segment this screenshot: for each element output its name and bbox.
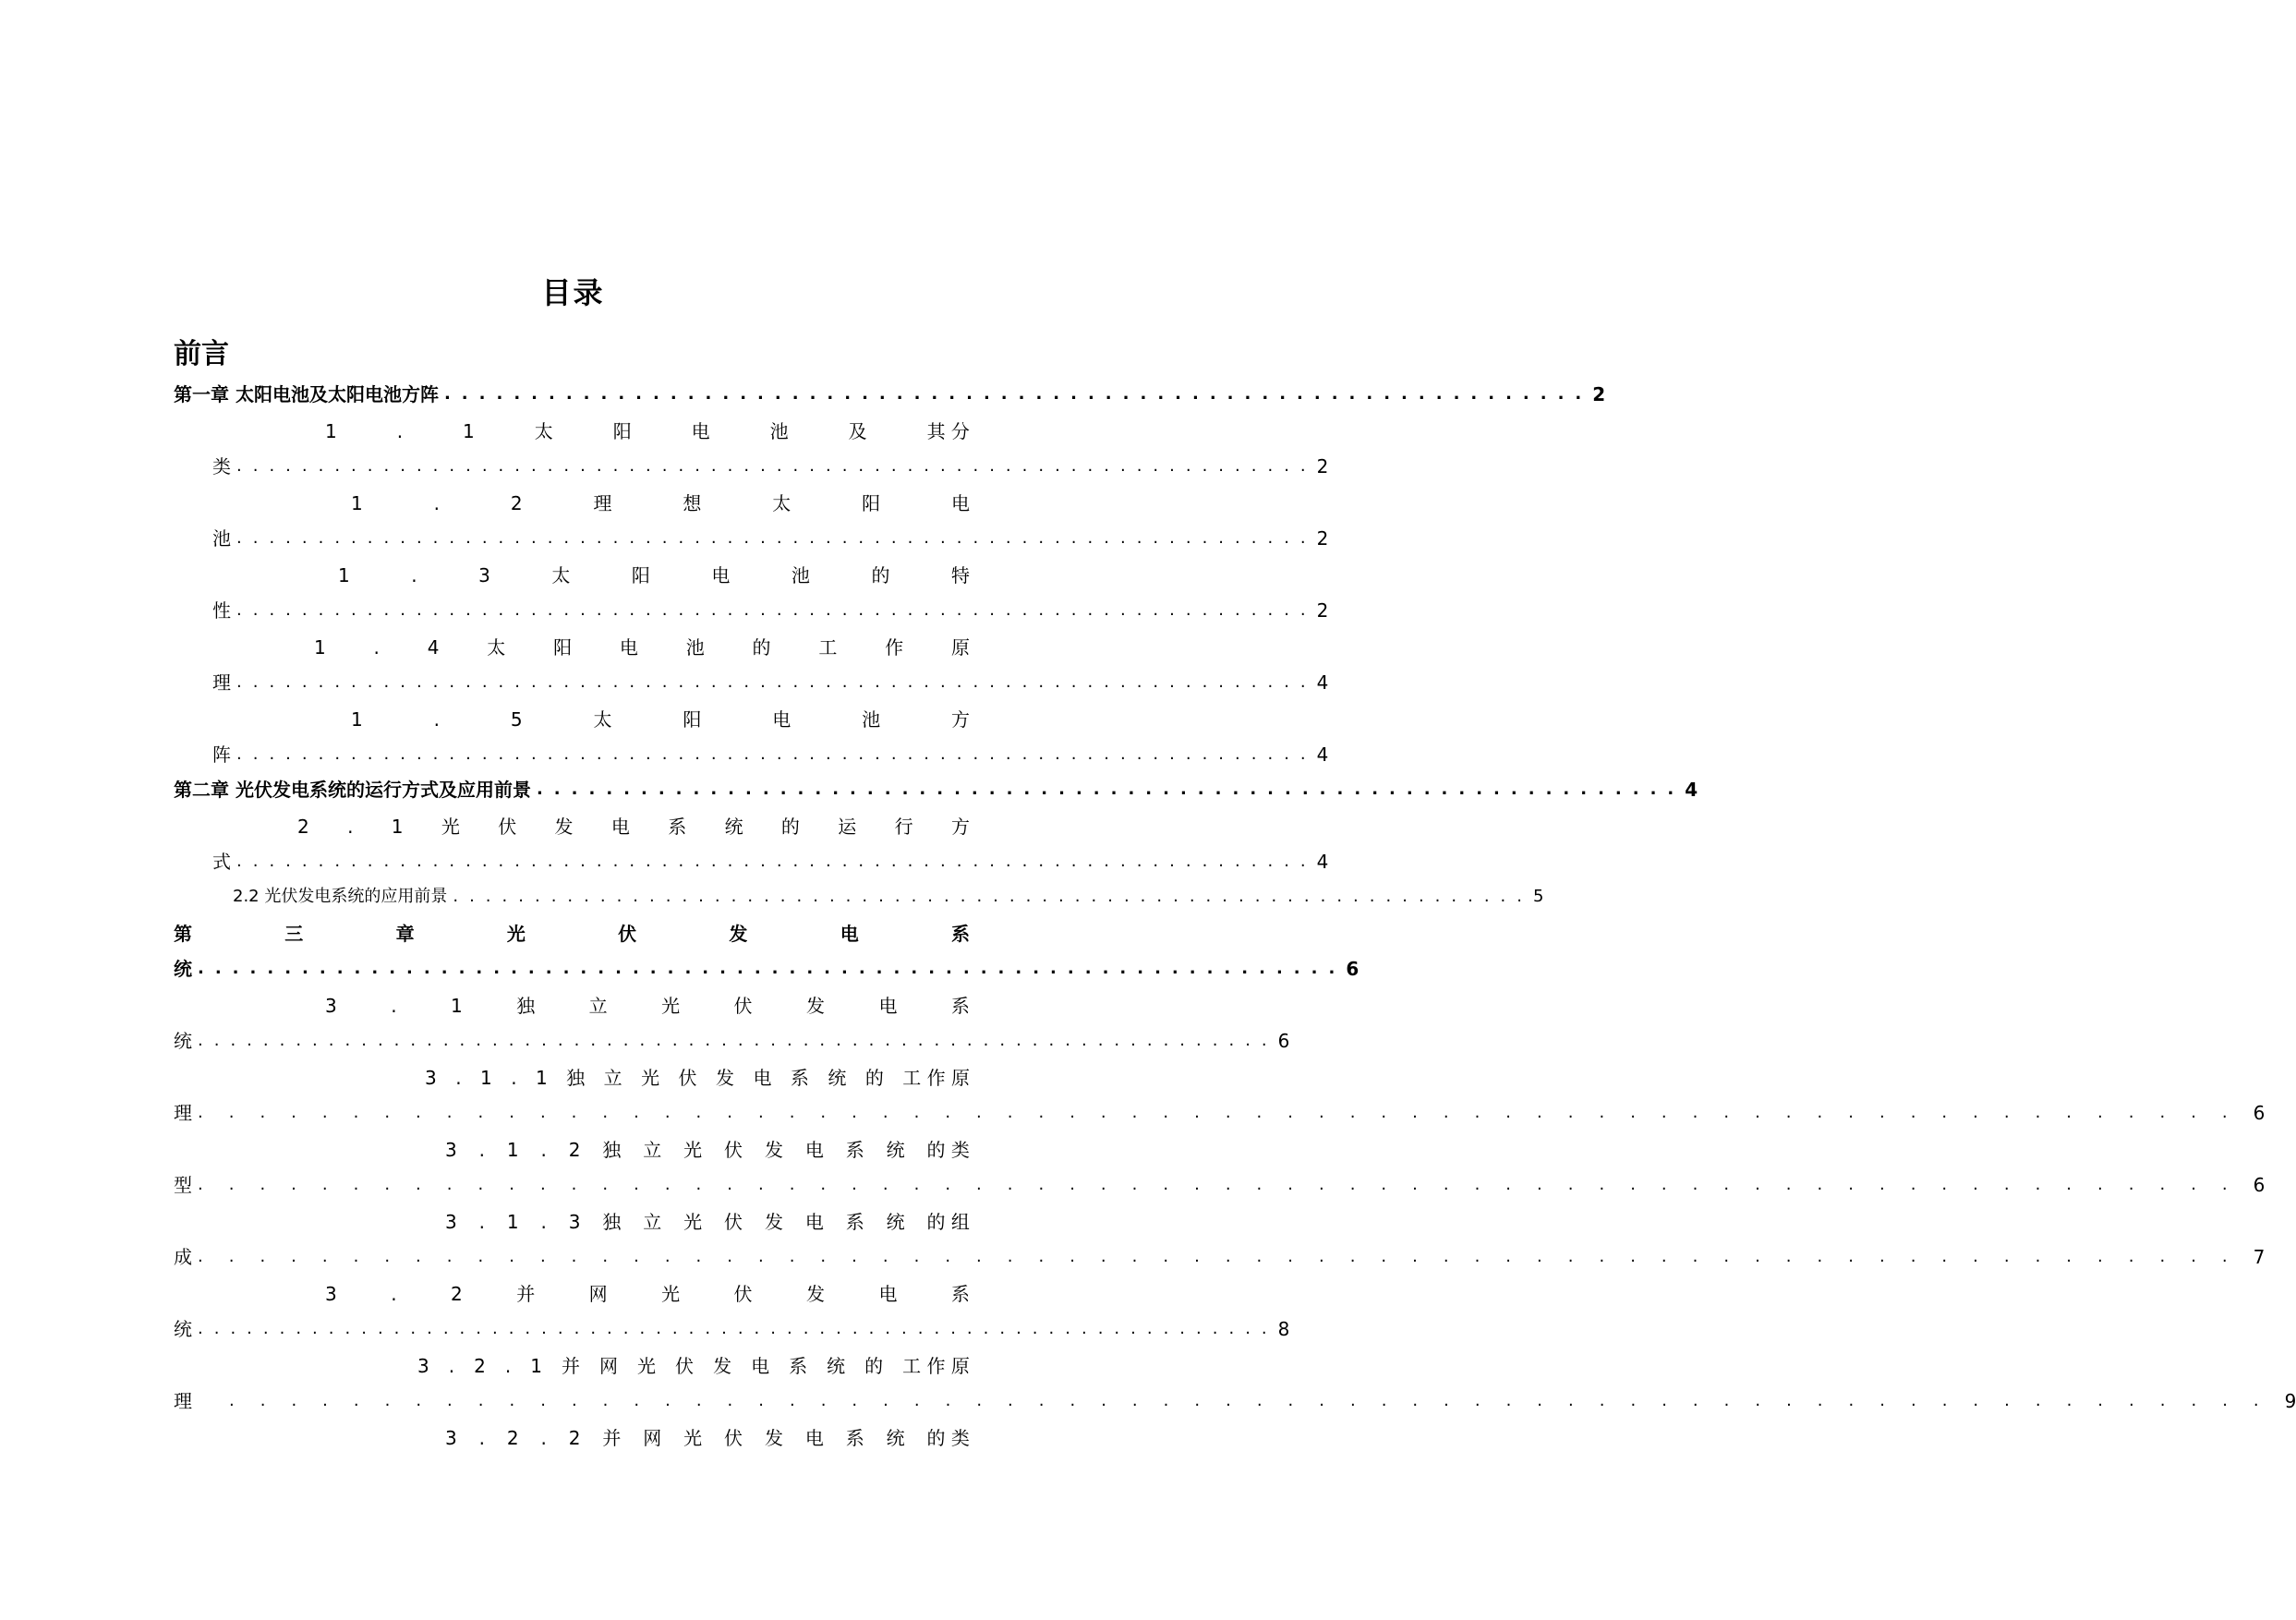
toc-entry-page: 7	[2253, 1246, 2266, 1268]
toc-text-segment: 方	[950, 708, 970, 731]
toc-text-segment: 1	[480, 1067, 492, 1089]
toc-text-segment: 方	[950, 816, 970, 838]
toc-text-segment: 立	[643, 1139, 662, 1161]
toc-text-segment: 池	[769, 420, 789, 442]
toc-text-segment: 2	[474, 1355, 486, 1377]
toc-text-segment: 的 类	[926, 1427, 970, 1449]
toc-text-segment: 统	[174, 958, 192, 980]
toc-text-segment: 3	[445, 1139, 457, 1161]
toc-entry-3-2-2-line1[interactable]	[445, 1422, 970, 1454]
toc-text-segment: .	[391, 1283, 397, 1305]
toc-text-segment: 1	[506, 1139, 519, 1161]
toc-text-segment: 电	[804, 1427, 824, 1449]
toc-entry-chapter-2[interactable]	[174, 774, 1698, 805]
toc-text-segment: 发	[806, 995, 825, 1017]
toc-text-segment: 太	[534, 420, 553, 442]
toc-entry-3-1-2-line1[interactable]	[445, 1134, 970, 1166]
toc-entry-3-1-1-line2[interactable]	[174, 1097, 2266, 1129]
toc-entry-1-4-line1[interactable]	[314, 632, 970, 663]
toc-entry-page: 2	[1592, 383, 1606, 405]
toc-text-segment: 工	[818, 636, 838, 659]
toc-text-segment: 光	[661, 1283, 681, 1305]
toc-entry-1-3-line2[interactable]	[212, 595, 1329, 626]
toc-text-segment: 太	[593, 708, 612, 731]
toc-text-segment: 发	[554, 816, 574, 838]
toc-text-segment: .	[433, 708, 440, 731]
toc-entry-page: 4	[1685, 779, 1698, 801]
toc-text-segment: 电	[950, 492, 970, 514]
toc-text-segment: 太	[772, 492, 792, 514]
toc-text-segment: 及	[848, 420, 867, 442]
toc-leader-dots: ..................................................................	[236, 456, 1317, 476]
toc-text-segment: 网	[643, 1427, 662, 1449]
toc-text-segment: 2	[510, 492, 523, 514]
toc-leader-dots: ..................................................................	[229, 1391, 2285, 1410]
toc-text-segment: 原	[950, 636, 970, 659]
toc-text-segment: 阳	[553, 636, 573, 659]
toc-text-segment: 特	[950, 564, 970, 586]
toc-entry-1-4-line2[interactable]	[212, 667, 1329, 698]
toc-text-segment: 1	[451, 995, 463, 1017]
toc-leader-dots: ..................................................................	[453, 887, 1533, 906]
toc-text-segment: 阵	[212, 744, 231, 766]
toc-text-segment: 1	[506, 1211, 519, 1233]
toc-entry-3-2-1-line1[interactable]	[417, 1350, 970, 1382]
toc-entry-page: 6	[1346, 958, 1359, 980]
toc-text-segment: 式	[212, 851, 231, 873]
toc-text-segment: 1	[391, 816, 404, 838]
toc-text-segment: 电	[804, 1139, 824, 1161]
toc-text-segment: 类	[212, 455, 231, 478]
toc-entry-chapter-1[interactable]	[174, 379, 1606, 410]
toc-text-segment: 统	[724, 816, 743, 838]
toc-text-segment: 作	[885, 636, 904, 659]
toc-text-segment: .	[391, 995, 397, 1017]
toc-text-segment: 电	[804, 1211, 824, 1233]
toc-text-segment: 1	[530, 1355, 542, 1377]
toc-text-segment: 电	[878, 1283, 898, 1305]
toc-text-segment: 池	[791, 564, 810, 586]
toc-text-segment: 发	[716, 1067, 734, 1089]
toc-entry-1-2-line1[interactable]	[351, 488, 970, 519]
toc-text-segment: .	[540, 1139, 547, 1161]
toc-text-segment: 2	[451, 1283, 463, 1305]
toc-entry-page: 8	[1277, 1318, 1290, 1340]
toc-text-segment: 3	[325, 1283, 337, 1305]
toc-entry-page: 4	[1316, 671, 1329, 694]
toc-text-segment: 伏	[678, 1067, 697, 1089]
toc-text-segment: 1	[536, 1067, 548, 1089]
toc-entry-2-2[interactable]	[233, 881, 1544, 913]
toc-text-segment: 发	[806, 1283, 825, 1305]
toc-text-segment: 电	[619, 636, 638, 659]
toc-text-segment: .	[396, 420, 404, 442]
toc-text-segment: 伏	[724, 1211, 743, 1233]
toc-text-segment: 1	[463, 420, 475, 442]
toc-text-segment: 统	[886, 1211, 905, 1233]
toc-leader-dots: ..................................................................	[443, 384, 1593, 404]
toc-text-segment: 5	[510, 708, 523, 731]
toc-text-segment: 光	[683, 1211, 703, 1233]
toc-text-segment: 理	[593, 492, 612, 514]
toc-text-segment: .	[347, 816, 354, 838]
toc-entry-1-5-line2[interactable]	[212, 739, 1329, 770]
toc-entry-chapter-3-line2[interactable]	[174, 953, 1359, 985]
toc-leader-dots: ..................................................................	[198, 1175, 2254, 1194]
toc-text-segment: 阳	[862, 492, 881, 514]
toc-text-segment: 的	[780, 816, 800, 838]
toc-entry-page: 4	[1316, 744, 1329, 766]
toc-text-segment: 电	[753, 1067, 772, 1089]
toc-text-segment: 光	[683, 1427, 703, 1449]
toc-text-segment: 系	[789, 1355, 808, 1377]
toc-text-segment: .	[540, 1211, 547, 1233]
toc-leader-dots: ..................................................................	[236, 672, 1317, 692]
toc-leader-dots: ..................................................................	[198, 959, 1347, 978]
toc-text-segment: 光	[683, 1139, 703, 1161]
toc-text-segment: 1	[338, 564, 350, 586]
toc-text-segment: 理	[212, 671, 231, 694]
toc-text-segment: 并	[516, 1283, 536, 1305]
toc-text-segment: 电	[711, 564, 731, 586]
toc-text-segment: .	[511, 1067, 517, 1089]
toc-text-segment: 阳	[683, 708, 702, 731]
toc-text-segment: .	[455, 1067, 462, 1089]
toc-text-segment: 系	[845, 1211, 864, 1233]
toc-text-segment: 伏	[618, 923, 637, 945]
toc-text-segment: 电	[772, 708, 792, 731]
toc-text-segment: 性	[212, 599, 231, 622]
toc-entry-2-1-line2[interactable]	[212, 846, 1329, 877]
toc-text-segment: 1	[325, 420, 337, 442]
toc-text-segment: 电	[610, 816, 630, 838]
toc-entry-3-1-1-line1[interactable]	[425, 1062, 970, 1094]
toc-text-segment: 系	[950, 923, 970, 945]
toc-text-segment: 成	[174, 1246, 192, 1268]
toc-text-segment: 统	[827, 1355, 846, 1377]
toc-entry-3-2-1-line2[interactable]	[174, 1385, 2296, 1417]
toc-leader-dots: ..................................................................	[536, 780, 1686, 799]
toc-text-segment: 并	[562, 1355, 580, 1377]
toc-text-segment: 电	[840, 923, 859, 945]
toc-entry-1-3-line1[interactable]	[338, 560, 970, 591]
toc-text-segment: 3	[568, 1211, 581, 1233]
toc-text-segment: 系	[790, 1067, 809, 1089]
toc-leader-dots: ..................................................................	[198, 1103, 2254, 1122]
toc-text-segment: 太	[551, 564, 571, 586]
toc-text-segment: 3	[445, 1211, 457, 1233]
toc-entry-chapter-3-line1[interactable]	[174, 918, 970, 949]
toc-text-segment: 第	[174, 923, 192, 945]
toc-text-segment: 电	[751, 1355, 770, 1377]
toc-text-segment: 的 类	[926, 1139, 970, 1161]
toc-entry-1-1-line1[interactable]	[325, 416, 970, 447]
toc-text-segment: 系	[950, 1283, 970, 1305]
toc-entry-3-1-3-line1[interactable]	[445, 1206, 970, 1238]
toc-entry-label: 第一章 太阳电池及太阳电池方阵	[174, 383, 439, 405]
toc-text-segment: 工 作 原	[902, 1355, 970, 1377]
toc-text-segment: 3	[478, 564, 490, 586]
toc-text-segment: 3	[425, 1067, 437, 1089]
toc-text-segment: 立	[603, 1067, 622, 1089]
toc-text-segment: 光	[641, 1067, 660, 1089]
toc-leader-dots: ..................................................................	[198, 1247, 2254, 1266]
toc-text-segment: 发	[764, 1139, 783, 1161]
toc-text-segment: 统	[886, 1427, 905, 1449]
toc-text-segment: 池	[212, 527, 231, 550]
toc-text-segment: 1	[351, 708, 363, 731]
toc-text-segment: 光	[661, 995, 681, 1017]
toc-text-segment: 并	[602, 1427, 622, 1449]
toc-text-segment: 3	[445, 1427, 457, 1449]
toc-entry-page: 6	[2253, 1174, 2266, 1196]
toc-leader-dots: ..................................................................	[236, 528, 1317, 548]
toc-text-segment: 独	[602, 1211, 622, 1233]
toc-text-segment: 电	[691, 420, 710, 442]
toc-text-segment: 系	[950, 995, 970, 1017]
toc-text-segment: 其 分	[926, 420, 970, 442]
toc-entry-page: 4	[1316, 851, 1329, 873]
toc-text-segment: 的	[864, 1067, 884, 1089]
toc-text-segment: 型	[174, 1174, 192, 1196]
toc-text-segment: 2	[297, 816, 309, 838]
toc-text-segment: 1	[351, 492, 363, 514]
toc-text-segment: 的	[752, 636, 771, 659]
toc-leader-dots: ..................................................................	[198, 1319, 1278, 1338]
toc-text-segment: 2	[568, 1139, 581, 1161]
toc-text-segment: 2	[568, 1427, 581, 1449]
toc-text-segment: 伏	[724, 1427, 743, 1449]
toc-text-segment: 光	[506, 923, 526, 945]
toc-leader-dots: ..................................................................	[236, 744, 1317, 764]
toc-text-segment: 立	[643, 1211, 662, 1233]
toc-text-segment: 立	[588, 995, 608, 1017]
toc-text-segment: 伏	[675, 1355, 695, 1377]
toc-text-segment: 3	[417, 1355, 429, 1377]
toc-text-segment: .	[478, 1211, 485, 1233]
toc-entry-1-5-line1[interactable]	[351, 704, 970, 735]
toc-text-segment: 三	[284, 923, 304, 945]
toc-entry-page: 2	[1316, 599, 1329, 622]
toc-text-segment: 2	[506, 1427, 519, 1449]
preface-heading: 前言	[174, 338, 229, 370]
toc-text-segment: 的 组	[926, 1211, 970, 1233]
toc-leader-dots: ..................................................................	[236, 600, 1317, 620]
toc-text-segment: 发	[713, 1355, 732, 1377]
toc-text-segment: 理	[174, 1102, 192, 1124]
toc-text-segment: 伏	[733, 995, 753, 1017]
toc-text-segment: .	[540, 1427, 547, 1449]
toc-entry-page: 2	[1316, 455, 1329, 478]
toc-text-segment: .	[433, 492, 440, 514]
toc-text-segment: .	[411, 564, 417, 586]
toc-text-segment: 伏	[733, 1283, 753, 1305]
toc-entry-3-2-line2[interactable]	[174, 1313, 1290, 1345]
toc-text-segment: 阳	[631, 564, 650, 586]
toc-text-segment: 3	[325, 995, 337, 1017]
toc-text-segment: 行	[894, 816, 913, 838]
toc-text-segment: .	[478, 1427, 485, 1449]
toc-entry-1-1-line2[interactable]	[212, 451, 1329, 482]
toc-text-segment: 阳	[612, 420, 632, 442]
toc-text-segment: 统	[828, 1067, 847, 1089]
toc-entry-label: 第二章 光伏发电系统的运行方式及应用前景	[174, 779, 531, 801]
toc-text-segment: 系	[845, 1427, 864, 1449]
toc-text-segment: 发	[764, 1211, 783, 1233]
toc-text-segment: 理	[174, 1390, 192, 1412]
toc-text-segment: 太	[487, 636, 506, 659]
toc-text-segment: 统	[174, 1030, 192, 1052]
toc-text-segment: 网	[588, 1283, 608, 1305]
toc-text-segment: 发	[729, 923, 748, 945]
toc-text-segment: 池	[862, 708, 881, 731]
toc-text-segment: 想	[683, 492, 702, 514]
toc-entry-page: 6	[2253, 1102, 2266, 1124]
toc-text-segment: 统	[174, 1318, 192, 1340]
toc-text-segment: 的	[864, 1355, 884, 1377]
toc-text-segment: 光	[441, 816, 460, 838]
page-title: 目录	[541, 275, 605, 310]
toc-entry-3-1-2-line2[interactable]	[174, 1169, 2266, 1201]
toc-text-segment: 4	[427, 636, 440, 659]
toc-entry-3-2-line1[interactable]	[325, 1278, 970, 1310]
toc-text-segment: 独	[602, 1139, 622, 1161]
toc-text-segment: 系	[668, 816, 687, 838]
toc-text-segment: 伏	[498, 816, 517, 838]
toc-entry-page: 9	[2284, 1390, 2296, 1412]
toc-text-segment: 章	[395, 923, 415, 945]
toc-text-segment: 统	[886, 1139, 905, 1161]
toc-text-segment: .	[478, 1139, 485, 1161]
toc-text-segment: 独	[566, 1067, 586, 1089]
toc-text-segment: 伏	[724, 1139, 743, 1161]
toc-entry-label: 2.2 光伏发电系统的应用前景	[233, 887, 448, 906]
toc-text-segment: 池	[685, 636, 705, 659]
toc-text-segment: .	[504, 1355, 512, 1377]
toc-text-segment: 发	[764, 1427, 783, 1449]
toc-entry-3-1-line1[interactable]	[325, 990, 970, 1022]
toc-text-segment: 光	[637, 1355, 657, 1377]
toc-text-segment: 运	[838, 816, 857, 838]
toc-text-segment: 网	[599, 1355, 619, 1377]
toc-text-segment: 系	[845, 1139, 864, 1161]
toc-leader-dots: ..................................................................	[236, 852, 1317, 871]
toc-text-segment: .	[373, 636, 380, 659]
toc-text-segment: .	[448, 1355, 455, 1377]
toc-entry-1-2-line2[interactable]	[212, 523, 1329, 554]
toc-entry-2-1-line1[interactable]	[297, 811, 970, 842]
toc-entry-page: 5	[1533, 887, 1544, 906]
toc-text-segment: 独	[516, 995, 536, 1017]
toc-entry-3-1-3-line2[interactable]	[174, 1241, 2266, 1273]
toc-entry-page: 2	[1316, 527, 1329, 550]
toc-leader-dots: ..................................................................	[198, 1031, 1278, 1050]
toc-text-segment: 1	[314, 636, 326, 659]
toc-entry-page: 6	[1277, 1030, 1290, 1052]
toc-text-segment: 电	[878, 995, 898, 1017]
toc-text-segment: 的	[871, 564, 890, 586]
toc-entry-3-1-line2[interactable]	[174, 1025, 1290, 1057]
toc-text-segment: 工 作 原	[902, 1067, 970, 1089]
